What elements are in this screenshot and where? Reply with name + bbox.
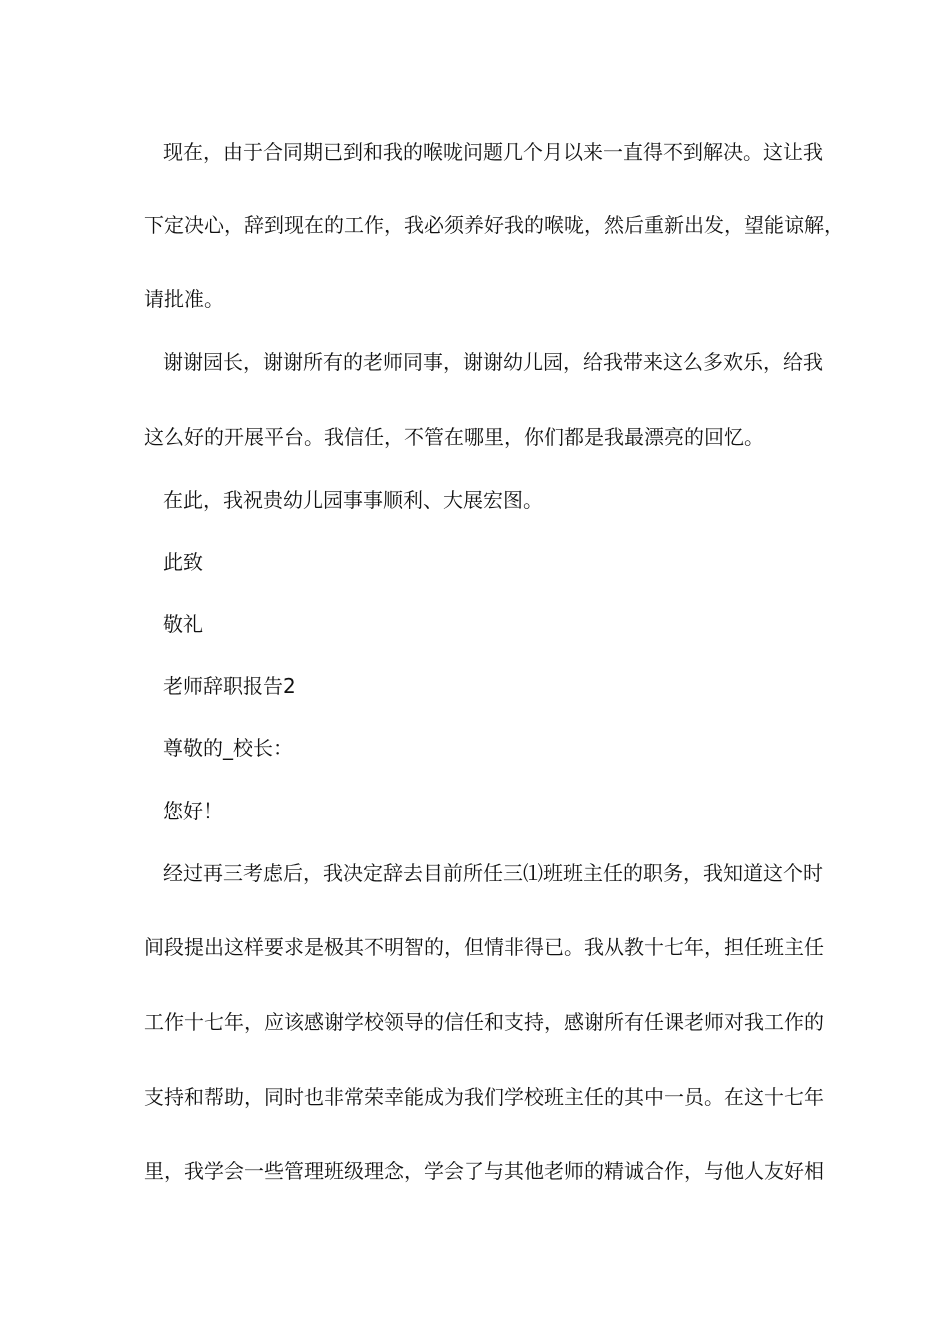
paragraph-line: 这么好的开展平台。我信任，不管在哪里，你们都是我最漂亮的回忆。 xyxy=(144,425,764,449)
salutation: 尊敬的_校长： xyxy=(163,736,293,760)
paragraph-line: 下定决心，辞到现在的工作，我必须养好我的喉咙，然后重新出发，望能谅解， xyxy=(144,213,844,237)
paragraph-line: 在此，我祝贵幼儿园事事顺利、大展宏图。 xyxy=(163,488,543,512)
section-title: 老师辞职报告2 xyxy=(163,674,296,698)
paragraph-line: 间段提出这样要求是极其不明智的，但情非得已。我从教十七年，担任班主任 xyxy=(144,935,824,959)
closing-line: 此致 xyxy=(163,550,203,574)
paragraph-line: 工作十七年，应该感谢学校领导的信任和支持，感谢所有任课老师对我工作的 xyxy=(144,1010,824,1034)
paragraph-line: 经过再三考虑后，我决定辞去目前所任三⑴班班主任的职务，我知道这个时 xyxy=(163,861,823,885)
paragraph-line: 现在，由于合同期已到和我的喉咙问题几个月以来一直得不到解决。这让我 xyxy=(163,140,823,164)
paragraph-line: 谢谢园长，谢谢所有的老师同事，谢谢幼儿园，给我带来这么多欢乐，给我 xyxy=(163,350,823,374)
greeting: 您好！ xyxy=(163,799,223,823)
paragraph-line: 里，我学会一些管理班级理念，学会了与其他老师的精诚合作，与他人友好相 xyxy=(144,1159,824,1183)
paragraph-line: 支持和帮助，同时也非常荣幸能成为我们学校班主任的其中一员。在这十七年 xyxy=(144,1085,824,1109)
paragraph-line: 请批准。 xyxy=(144,287,224,311)
closing-line: 敬礼 xyxy=(163,612,203,636)
